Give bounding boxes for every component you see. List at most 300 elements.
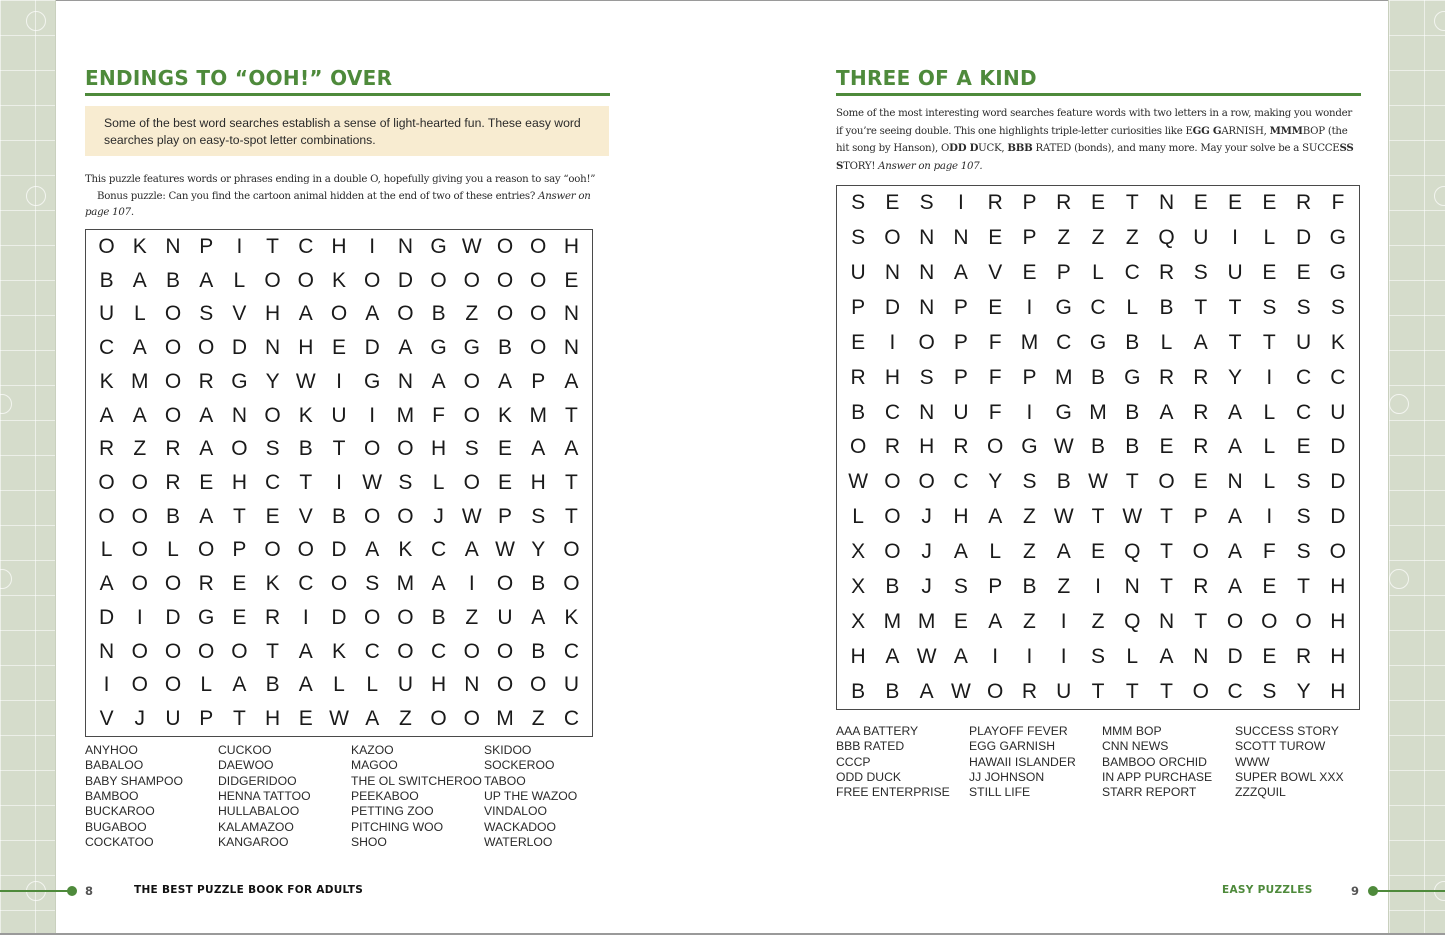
grid-letter: K (331, 268, 346, 292)
grid-letter: B (265, 673, 280, 697)
grid-letter: S (365, 572, 380, 596)
grid-letter: T (564, 504, 578, 528)
word-list (85, 743, 617, 850)
grid-letter: A (199, 504, 214, 528)
grid-letter: Z (1023, 540, 1036, 564)
grid-letter: T (299, 470, 313, 494)
grid-letter: A (232, 673, 247, 697)
word-list-item: JJ JOHNSON (969, 770, 1045, 785)
grid-letter: A (953, 261, 968, 285)
grid-letter: H (1330, 574, 1346, 598)
grid-letter: W (461, 504, 482, 528)
grid-letter: T (1160, 505, 1173, 529)
description-text: RATED (bonds), and many more. May your solve be a SUCCE (1032, 143, 1340, 154)
grid-letter: O (563, 572, 580, 596)
grid-letter: E (851, 330, 866, 354)
grid-letter: O (164, 639, 182, 663)
grid-letter: B (99, 268, 114, 292)
grid-letter: B (165, 504, 180, 528)
grid-letter: O (496, 572, 514, 596)
grid-letter: O (463, 470, 480, 494)
grid-letter: N (563, 302, 579, 326)
grid-letter: T (1091, 679, 1105, 703)
grid-letter: S (851, 226, 866, 250)
grid-letter: D (397, 268, 413, 292)
grid-letter: I (302, 605, 309, 629)
grid-letter: C (431, 538, 447, 562)
grid-letter: L (133, 302, 146, 326)
grid-letter: O (1261, 609, 1278, 633)
grid-letter: A (988, 505, 1003, 529)
grid-letter: O (364, 437, 381, 461)
left-page-edge-pattern (0, 0, 56, 935)
title-underline (836, 93, 1361, 96)
grid-letter: A (132, 403, 147, 427)
grid-letter: T (1125, 470, 1139, 494)
grid-letter: B (885, 574, 900, 598)
grid-letter: T (1228, 330, 1242, 354)
grid-letter: L (1126, 296, 1139, 320)
grid-letter: D (1296, 226, 1312, 250)
grid-letter: O (164, 336, 182, 360)
grid-letter: A (398, 336, 413, 360)
grid-letter: Y (1228, 365, 1243, 389)
grid-letter: A (1228, 505, 1243, 529)
grid-letter: W (848, 470, 869, 494)
grid-letter: I (992, 644, 999, 668)
grid-letter: O (884, 505, 901, 529)
ring-ornament-icon (0, 394, 12, 414)
word-list-item: BAMBOO (85, 789, 139, 804)
grid-letter: U (850, 261, 866, 285)
word-list-item: BABY SHAMPOO (85, 773, 183, 788)
grid-letter: O (463, 268, 480, 292)
grid-letter: H (331, 234, 347, 258)
grid-letter: M (396, 572, 415, 596)
grid-letter: O (364, 268, 381, 292)
grid-letter: N (1193, 644, 1209, 668)
word-list-item: KANGAROO (218, 835, 289, 850)
word-list-item: DIDGERIDOO (218, 773, 297, 788)
grid-letter: A (199, 403, 214, 427)
grid-letter: L (432, 470, 445, 494)
grid-letter: A (1228, 540, 1243, 564)
grid-letter: Z (465, 605, 479, 629)
grid-letter: O (430, 707, 447, 731)
grid-letter: X (851, 574, 866, 598)
grid-letter: H (1330, 609, 1346, 633)
puzzle-title: ENDINGS TO “OOH!” OVER (85, 66, 393, 90)
grid-letter: H (850, 644, 866, 668)
grid-letter: K (398, 538, 413, 562)
word-list (836, 724, 1368, 801)
grid-letter: H (919, 435, 935, 459)
grid-letter: O (530, 302, 547, 326)
grid-letter: S (398, 470, 413, 494)
grid-letter: O (496, 673, 514, 697)
grid-letter: O (131, 639, 148, 663)
grid-letter: O (563, 538, 580, 562)
grid-letter: F (1262, 540, 1276, 564)
grid-letter: A (464, 538, 479, 562)
grid-letter: R (99, 437, 115, 461)
grid-letter: E (1262, 191, 1277, 215)
grid-letter: I (369, 234, 376, 258)
title-underline (85, 93, 610, 96)
grid-letter: O (430, 268, 447, 292)
grid-letter: P (953, 365, 968, 389)
grid-letter: A (531, 605, 546, 629)
grid-letter: J (921, 540, 932, 564)
grid-letter: D (884, 296, 900, 320)
grid-letter: Z (531, 707, 545, 731)
word-list-item: SOCKEROO (484, 758, 555, 773)
grid-letter: B (1090, 365, 1105, 389)
puzzle-description (85, 172, 610, 222)
grid-letter: O (530, 336, 547, 360)
grid-letter: V (988, 261, 1003, 285)
grid-letter: O (1295, 609, 1312, 633)
grid-letter: C (298, 572, 314, 596)
word-list-item: THE OL SWITCHEROO (351, 773, 482, 788)
right-page-edge-pattern (1388, 0, 1445, 935)
grid-letter: L (1263, 400, 1276, 424)
bonus-text: Bonus puzzle: Can you find the cartoon animal hidden at the end of two of these entries? (97, 190, 539, 202)
grid-letter: O (1158, 470, 1175, 494)
word-list-item: STARR REPORT (1102, 785, 1197, 800)
grid-letter: E (1262, 574, 1277, 598)
grid-letter: Q (1124, 609, 1141, 633)
grid-letter: D (1227, 644, 1243, 668)
grid-letter: C (1296, 365, 1312, 389)
description-text: This puzzle features words or phrases ending in a double O, hopefully giving you a reason to say “ooh!” (85, 174, 596, 185)
grid-letter: E (1090, 540, 1105, 564)
grid-letter: X (851, 540, 866, 564)
grid-letter: Z (133, 437, 147, 461)
grid-letter: N (884, 261, 900, 285)
grid-letter: C (1056, 330, 1072, 354)
word-list-item: ODD DUCK (836, 770, 902, 785)
grid-letter: A (564, 369, 579, 393)
grid-letter: P (531, 369, 546, 393)
grid-letter: O (131, 673, 148, 697)
word-list-item: KALAMAZOO (218, 819, 294, 834)
grid-letter: G (1124, 365, 1141, 389)
grid-letter: H (431, 673, 447, 697)
grid-letter: E (1159, 435, 1174, 459)
grid-letter: A (298, 639, 313, 663)
grid-letter: S (1262, 296, 1277, 320)
grid-letter: A (431, 572, 446, 596)
grid-letter: R (1193, 574, 1209, 598)
grid-letter: C (431, 639, 447, 663)
grid-letter: S (851, 191, 866, 215)
grid-letter: S (1296, 505, 1311, 529)
grid-letter: I (336, 470, 342, 494)
grid-letter: K (132, 234, 147, 258)
grid-letter: V (232, 302, 247, 326)
word-list-item: CCCP (836, 754, 871, 769)
grid-letter: N (919, 226, 935, 250)
grid-letter: S (199, 302, 214, 326)
grid-letter: O (884, 540, 901, 564)
grid-letter: P (851, 296, 866, 320)
grid-letter: C (563, 639, 579, 663)
grid-letter: D (1330, 435, 1346, 459)
grid-letter: U (1056, 679, 1072, 703)
grid-letter: T (232, 504, 246, 528)
grid-letter: G (1021, 435, 1038, 459)
word-list-item: SCOTT TUROW (1235, 739, 1326, 754)
grid-letter: N (464, 673, 480, 697)
grid-letter: T (1160, 574, 1173, 598)
grid-letter: A (1228, 435, 1243, 459)
grid-letter: H (953, 505, 969, 529)
grid-letter: O (198, 336, 215, 360)
description-text: ARNISH, (1221, 125, 1270, 137)
grid-letter: P (1022, 226, 1037, 250)
grid-letter: O (264, 268, 281, 292)
grid-letter: A (919, 679, 934, 703)
grid-letter: O (1192, 679, 1209, 703)
grid-letter: Q (1158, 226, 1175, 250)
grid-letter: N (165, 234, 181, 258)
grid-letter: E (1193, 191, 1208, 215)
word-list-item: ZZZQUIL (1235, 785, 1286, 800)
grid-letter: L (233, 268, 246, 292)
grid-letter: O (463, 639, 480, 663)
grid-letter: G (1329, 226, 1347, 250)
grid-letter: O (397, 639, 414, 663)
grid-letter: M (529, 403, 547, 427)
grid-letter: E (497, 470, 512, 494)
grid-letter: O (463, 369, 480, 393)
word-list-item: MMM BOP (1102, 724, 1162, 738)
grid-letter: B (1022, 574, 1037, 598)
grid-letter: E (298, 707, 313, 731)
grid-letter: V (99, 707, 114, 731)
grid-letter: O (98, 234, 115, 258)
grid-letter: B (1125, 400, 1140, 424)
word-list-item: AAA BATTERY (836, 724, 919, 738)
grid-letter: B (1125, 330, 1140, 354)
grid-letter: A (132, 336, 147, 360)
grid-letter: O (164, 302, 182, 326)
word-list-item: PEEKABOO (351, 789, 419, 804)
grid-letter: A (365, 707, 380, 731)
grid-letter: D (364, 336, 380, 360)
grid-letter: L (1126, 644, 1139, 668)
grid-letter: L (1263, 470, 1276, 494)
grid-letter: W (951, 679, 971, 703)
answer-reference: Answer on page 107. (878, 160, 983, 172)
grid-letter: N (563, 336, 579, 360)
grid-letter: R (1193, 400, 1209, 424)
grid-letter: D (1330, 470, 1346, 494)
description-text: BOP (the hit song by Hanson), O (836, 125, 1348, 154)
grid-letter: T (1160, 679, 1173, 703)
grid-letter: P (953, 330, 968, 354)
grid-letter: Y (265, 369, 280, 393)
grid-letter: O (330, 572, 348, 596)
grid-letter: I (1232, 226, 1238, 250)
running-head: THE BEST PUZZLE BOOK FOR ADULTS (134, 884, 364, 896)
grid-letter: C (1090, 296, 1106, 320)
grid-letter: T (266, 639, 279, 663)
grid-letter: L (852, 505, 864, 529)
grid-letter: H (298, 336, 314, 360)
grid-letter: T (564, 403, 578, 427)
grid-letter: O (131, 504, 148, 528)
grid-letter: O (98, 504, 115, 528)
grid-letter: F (1331, 191, 1345, 215)
grid-letter: A (1228, 574, 1243, 598)
word-list-item: SUCCESS STORY (1235, 724, 1339, 738)
grid-letter: P (1193, 505, 1208, 529)
word-list-item: UP THE WAZOO (484, 789, 578, 804)
grid-letter: O (530, 234, 547, 258)
grid-letter: C (298, 234, 314, 258)
grid-letter: O (164, 369, 182, 393)
grid-letter: D (331, 605, 347, 629)
grid-letter: O (463, 403, 480, 427)
grid-letter: W (1053, 505, 1074, 529)
grid-letter: L (333, 673, 345, 697)
grid-letter: R (1193, 365, 1209, 389)
word-list-item: BABALOO (85, 758, 144, 773)
grid-letter: T (1125, 191, 1139, 215)
word-list-item: FREE ENTERPRISE (836, 785, 950, 800)
grid-letter: P (988, 574, 1003, 598)
grid-letter: E (1262, 644, 1277, 668)
grid-letter: E (1193, 470, 1208, 494)
grid-letter: W (916, 644, 937, 668)
grid-letter: S (1330, 296, 1345, 320)
grid-letter: T (332, 437, 346, 461)
grid-letter: B (1056, 470, 1071, 494)
grid-letter: B (851, 400, 866, 424)
grid-letter: A (199, 268, 214, 292)
grid-letter: N (397, 234, 413, 258)
grid-letter: R (850, 365, 866, 389)
highlight: GG G (1192, 124, 1222, 137)
grid-letter: X (851, 609, 866, 633)
grid-letter: Z (465, 302, 479, 326)
word-list-item: COCKATOO (85, 835, 154, 850)
grid-letter: R (884, 435, 900, 459)
grid-letter: F (432, 403, 445, 427)
grid-letter: O (987, 679, 1004, 703)
grid-letter: O (884, 470, 901, 494)
grid-letter: A (365, 538, 380, 562)
word-list-item: ANYHOO (85, 743, 138, 757)
grid-letter: E (953, 609, 968, 633)
grid-letter: R (1193, 435, 1209, 459)
grid-letter: M (1089, 400, 1107, 424)
puzzle-description (836, 106, 1361, 175)
grid-letter: G (1089, 330, 1107, 354)
grid-letter: U (1330, 400, 1346, 424)
grid-letter: N (1158, 191, 1175, 215)
grid-letter: K (99, 369, 114, 393)
grid-letter: S (919, 365, 934, 389)
description-text: TORY! (843, 160, 879, 172)
grid-letter: B (497, 336, 512, 360)
word-list-item: SUPER BOWL XXX (1235, 770, 1344, 785)
grid-letter: R (1296, 644, 1312, 668)
grid-letter: W (295, 369, 316, 393)
grid-letter: N (1227, 470, 1243, 494)
grid-letter: R (1158, 261, 1175, 285)
ring-ornament-icon (0, 569, 12, 589)
word-list-item: HULLABALOO (218, 804, 300, 819)
grid-letter: O (364, 605, 381, 629)
grid-letter: P (199, 234, 214, 258)
grid-letter: L (1263, 435, 1276, 459)
grid-letter: D (99, 605, 115, 629)
grid-letter: L (200, 673, 213, 697)
grid-letter: D (165, 605, 181, 629)
grid-letter: A (988, 609, 1003, 633)
grid-letter: M (1054, 365, 1073, 389)
grid-letter: U (953, 400, 969, 424)
grid-letter: M (496, 707, 514, 731)
grid-letter: N (1158, 609, 1175, 633)
grid-letter: U (497, 605, 513, 629)
grid-letter: W (461, 234, 482, 258)
grid-letter: I (468, 572, 475, 596)
grid-letter: T (1297, 574, 1310, 598)
page-number: 9 (1351, 884, 1360, 898)
grid-letter: R (165, 437, 181, 461)
grid-letter: E (1228, 191, 1243, 215)
grid-letter: O (264, 538, 281, 562)
grid-letter: A (564, 437, 579, 461)
grid-letter: R (265, 605, 281, 629)
grid-letter: M (883, 609, 902, 633)
grid-letter: B (1159, 296, 1174, 320)
word-list-item: BBB RATED (836, 739, 905, 754)
grid-letter: S (1262, 679, 1277, 703)
grid-letter: I (1095, 574, 1101, 598)
word-list-item: DAEWOO (218, 758, 274, 773)
grid-letter: O (496, 234, 514, 258)
grid-letter: U (563, 673, 579, 697)
grid-letter: B (431, 302, 446, 326)
grid-letter: J (921, 505, 932, 529)
grid-letter: A (99, 403, 114, 427)
grid-letter: Y (988, 470, 1003, 494)
grid-letter: H (1330, 644, 1346, 668)
grid-letter: I (236, 234, 243, 258)
grid-letter: B (431, 605, 446, 629)
grid-letter: O (364, 504, 381, 528)
word-list-item: EGG GARNISH (969, 739, 1056, 754)
grid-letter: B (851, 679, 866, 703)
grid-letter: N (919, 296, 935, 320)
word-list-item: CUCKOO (218, 743, 272, 757)
grid-letter: O (131, 572, 148, 596)
grid-letter: A (431, 369, 446, 393)
grid-letter: O (397, 437, 414, 461)
grid-letter: H (884, 365, 900, 389)
grid-letter: S (531, 504, 546, 528)
word-list-item: STILL LIFE (969, 785, 1031, 800)
grid-letter: U (397, 673, 413, 697)
grid-letter: G (1329, 261, 1347, 285)
grid-letter: Z (1057, 226, 1071, 250)
grid-letter: R (1021, 679, 1038, 703)
